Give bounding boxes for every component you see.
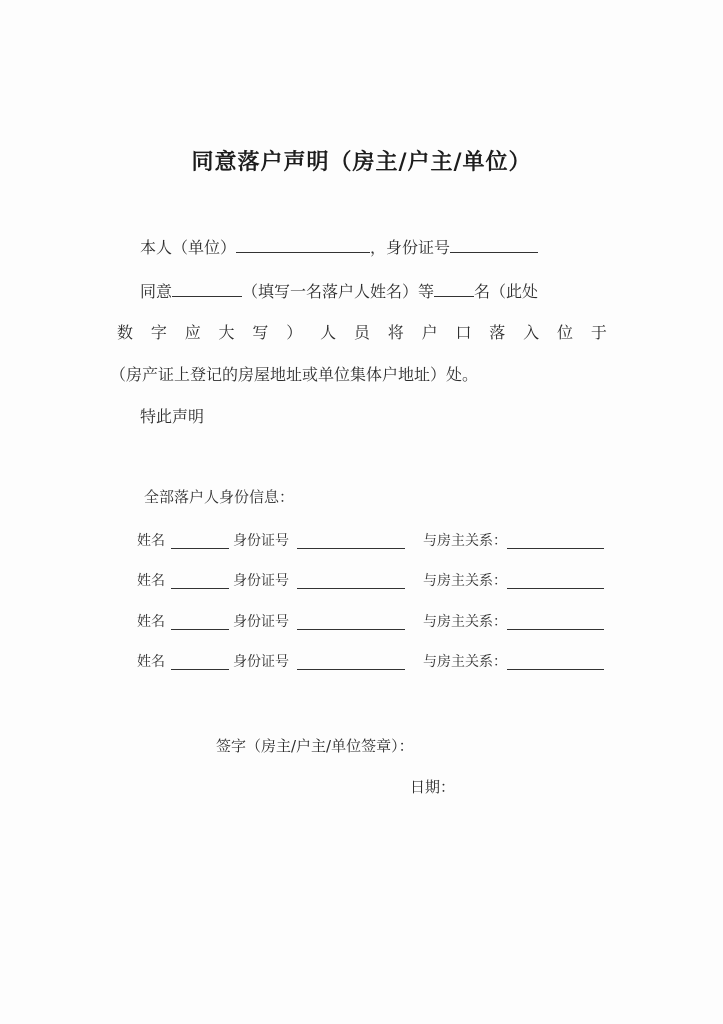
settler-name-blank[interactable] bbox=[172, 280, 242, 297]
line3-char: 入 bbox=[523, 323, 540, 342]
line3-char: 将 bbox=[387, 323, 404, 342]
name-blank[interactable] bbox=[171, 669, 229, 670]
line3-char: 户 bbox=[421, 323, 438, 342]
applicant-label: 本人（单位） bbox=[140, 238, 237, 257]
id-label: 身份证号 bbox=[233, 614, 289, 630]
id-blank[interactable] bbox=[297, 629, 405, 630]
line3-char: 口 bbox=[455, 323, 472, 342]
line3-char: 于 bbox=[590, 323, 607, 342]
date-label: 日期： bbox=[410, 778, 456, 796]
line3-char: 人 bbox=[320, 323, 337, 342]
signature-label: 签字（房主/户主/单位签章）： bbox=[216, 737, 414, 755]
agree-label: 同意 bbox=[140, 282, 173, 301]
line3-char: 大 bbox=[218, 323, 235, 342]
relation-blank[interactable] bbox=[507, 669, 604, 670]
line3-char: 写 bbox=[252, 323, 269, 342]
line3-char: 字 bbox=[150, 323, 167, 342]
line3-char: 数 bbox=[117, 323, 134, 342]
name-label: 姓名 bbox=[137, 573, 165, 589]
statement-line-3 bbox=[117, 322, 607, 344]
id-label: 身份证号 bbox=[233, 573, 289, 589]
line3-char: ） bbox=[286, 323, 303, 342]
name-label: 姓名 bbox=[137, 654, 165, 670]
line3-char: 位 bbox=[556, 323, 573, 342]
id-number-blank[interactable] bbox=[450, 236, 538, 253]
settler-count-blank[interactable] bbox=[434, 280, 474, 297]
info-heading: 全部落户人身份信息： bbox=[144, 488, 295, 506]
name-label: 姓名 bbox=[137, 533, 165, 549]
relation-blank[interactable] bbox=[507, 548, 604, 549]
page-title: 同意落户声明（房主/户主/单位） bbox=[191, 149, 532, 175]
statement-line-4: （房产证上登记的房屋地址或单位集体户地址）处。 bbox=[110, 365, 479, 384]
relation-label: 与房主关系： bbox=[423, 573, 507, 589]
id-blank[interactable] bbox=[297, 588, 405, 589]
count-hint: 名（此处 bbox=[474, 282, 539, 301]
line3-char: 应 bbox=[184, 323, 201, 342]
id-label: 身份证号 bbox=[233, 533, 289, 549]
relation-blank[interactable] bbox=[507, 629, 604, 630]
id-blank[interactable] bbox=[297, 669, 405, 670]
relation-blank[interactable] bbox=[507, 588, 604, 589]
statement-line-1 bbox=[140, 236, 538, 259]
declaration-text: 特此声明 bbox=[140, 407, 205, 426]
statement-line-2 bbox=[140, 280, 538, 303]
name-blank[interactable] bbox=[171, 548, 229, 549]
line3-char: 落 bbox=[489, 323, 506, 342]
id-label: 身份证号 bbox=[233, 654, 289, 670]
relation-label: 与房主关系： bbox=[423, 614, 507, 630]
name-blank[interactable] bbox=[171, 588, 229, 589]
settler-name-hint: （填写一名落户人姓名）等 bbox=[242, 282, 435, 301]
id-number-label: ，身份证号 bbox=[370, 238, 451, 257]
id-blank[interactable] bbox=[297, 548, 405, 549]
name-label: 姓名 bbox=[137, 614, 165, 630]
relation-label: 与房主关系： bbox=[423, 533, 507, 549]
line3-char: 员 bbox=[353, 323, 370, 342]
applicant-blank[interactable] bbox=[236, 236, 370, 253]
name-blank[interactable] bbox=[171, 629, 229, 630]
relation-label: 与房主关系： bbox=[423, 654, 507, 670]
